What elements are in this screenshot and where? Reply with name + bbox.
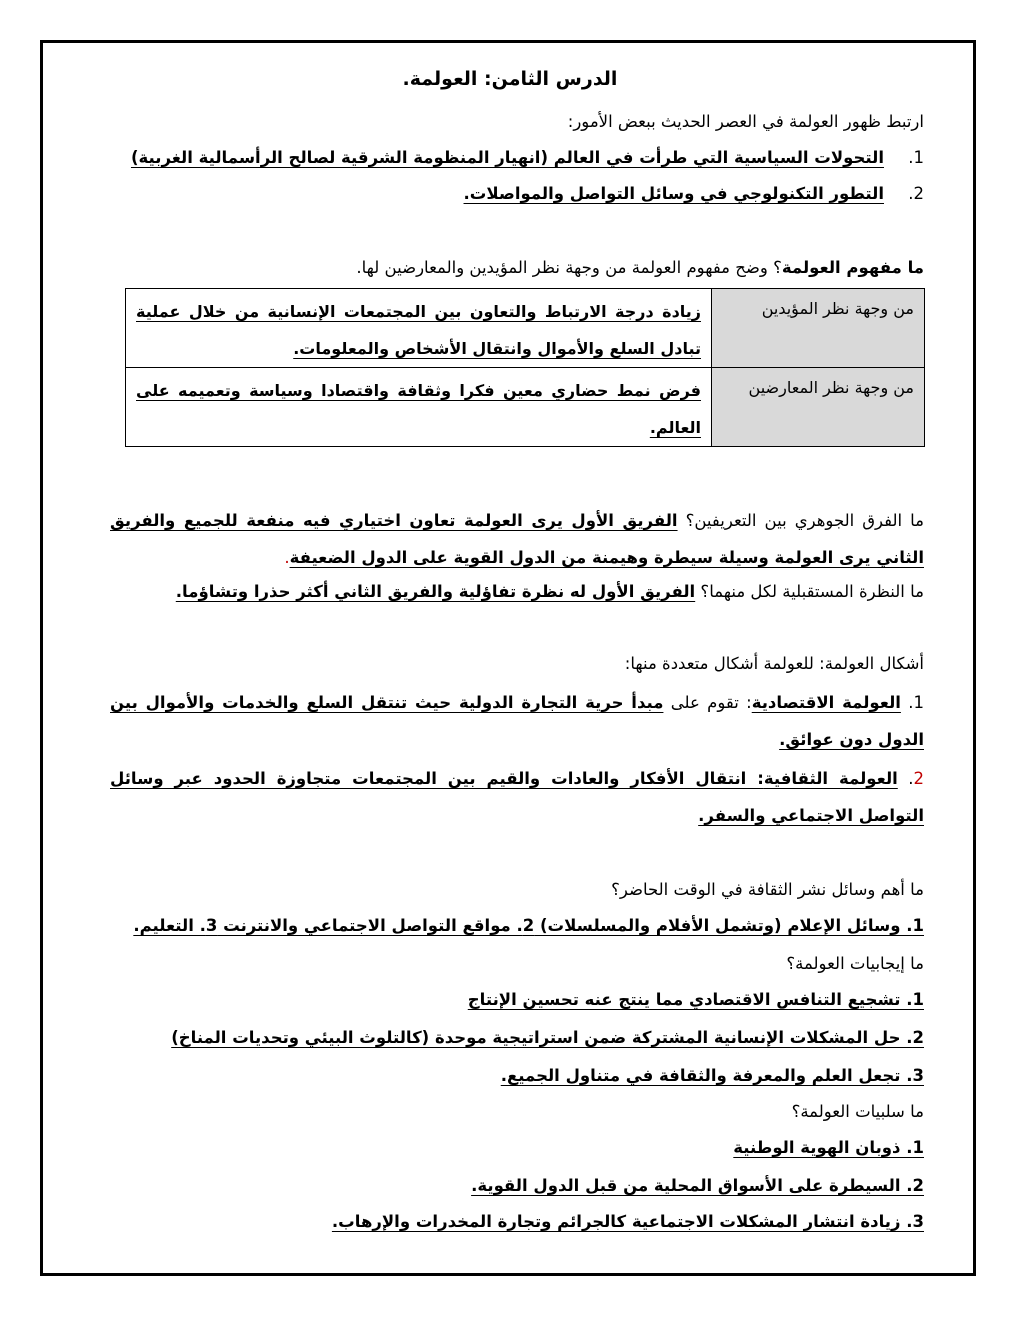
future-paragraph bbox=[176, 582, 924, 601]
means-question: ما أهم وسائل نشر الثقافة في الوقت الحاضر؟ bbox=[611, 880, 924, 899]
positive-item: 2. حل المشكلات الإنسانية المشتركة ضمن استراتيجية موحدة (كالتلوث البيئي وتحديات المناخ) bbox=[171, 1028, 924, 1047]
economic-form bbox=[110, 684, 924, 758]
economic-label: العولمة الاقتصادية bbox=[751, 693, 901, 712]
economic-mid: : تقوم على bbox=[663, 693, 752, 712]
cultural-dot: . bbox=[897, 769, 914, 788]
row-value bbox=[126, 368, 712, 447]
row-label: من وجهة نظر المعارضين bbox=[712, 368, 925, 447]
cultural-number: 2 bbox=[913, 769, 924, 788]
means-answer: 1. وسائل الإعلام (وتشمل الأفلام والمسلسلات) 2. مواقع التواصل الاجتماعي والانترنت 3. التعليم. bbox=[133, 916, 924, 935]
positive-item: 3. تجعل العلم والمعرفة والثقافة في متناول الجميع. bbox=[500, 1066, 924, 1085]
cultural-form bbox=[110, 760, 924, 834]
difference-question: ما الفرق الجوهري بين التعريفين؟ bbox=[677, 511, 925, 530]
concept-question-rest: ؟ وضح مفهوم العولمة من وجهة نظر المؤيدين والمعارضين لها. bbox=[356, 258, 782, 277]
concept-question bbox=[356, 258, 924, 277]
factor-number: 1. bbox=[908, 148, 924, 167]
factor-item bbox=[464, 184, 924, 203]
lesson-title: الدرس الثامن: العولمة. bbox=[402, 68, 618, 90]
future-question: ما النظرة المستقبلية لكل منهما؟ bbox=[695, 582, 924, 601]
future-answer: الفريق الأول له نظرة تفاؤلية والفريق الثاني أكثر حذرا وتشاؤما. bbox=[175, 582, 696, 601]
table-row bbox=[126, 289, 925, 368]
definition-table bbox=[125, 288, 925, 447]
row-value bbox=[126, 289, 712, 368]
difference-end: . bbox=[284, 548, 290, 567]
positives-question: ما إيجابيات العولمة؟ bbox=[786, 954, 924, 973]
cultural-label: العولمة الثقافية bbox=[763, 769, 898, 788]
concept-question-bold: ما مفهوم العولمة bbox=[781, 258, 924, 277]
intro-text: ارتبط ظهور العولمة في العصر الحديث ببعض الأمور: bbox=[567, 112, 924, 131]
negative-item: 2. السيطرة على الأسواق المحلية من قبل الدول القوية. bbox=[471, 1176, 924, 1195]
negative-item: 1. ذوبان الهوية الوطنية bbox=[733, 1138, 924, 1157]
negatives-question: ما سلبيات العولمة؟ bbox=[791, 1102, 924, 1121]
row-value-text: فرض نمط حضاري معين فكرا وثقافة واقتصادا وسياسة وتعميمه على العالم. bbox=[136, 381, 701, 437]
negative-item: 3. زيادة انتشار المشكلات الاجتماعية كالجرائم وتجارة المخدرات والإرهاب. bbox=[331, 1212, 924, 1231]
factor-text: التطور التكنولوجي في وسائل التواصل والمواصلات. bbox=[463, 184, 884, 203]
cultural-text: : انتقال الأفكار والعادات والقيم بين المجتمعات متجاوزة الحدود عبر وسائل التواصل الاجتماعي والسفر. bbox=[110, 769, 924, 825]
factor-item bbox=[131, 148, 924, 167]
row-label: من وجهة نظر المؤيدين bbox=[712, 289, 925, 368]
row-value-text: زيادة درجة الارتباط والتعاون بين المجتمعات الإنسانية من خلال عملية تبادل السلع والأموال وانتقال الأشخاص والمعلومات. bbox=[136, 302, 701, 358]
difference-paragraph bbox=[110, 502, 924, 576]
forms-heading: أشكال العولمة: للعولمة أشكال متعددة منها: bbox=[624, 654, 924, 673]
factor-text: التحولات السياسية التي طرأت في العالم (انهيار المنظومة الشرقية لصالح الرأسمالية الغربية) bbox=[130, 148, 884, 167]
difference-answer: الفريق الأول يرى العولمة تعاون اختياري فيه منفعة للجميع والفريق الثاني يرى العولمة وسيلة سيطرة وهيمنة من الدول القوية على الدول الضعيفة bbox=[110, 511, 924, 567]
positive-item: 1. تشجيع التنافس الاقتصادي مما ينتج عنه تحسين الإنتاج bbox=[467, 990, 924, 1009]
economic-number: 1. bbox=[900, 693, 924, 712]
factor-number: 2. bbox=[908, 184, 924, 203]
economic-text: مبدأ حرية التجارة الدولية حيث تنتقل السلع والخدمات والأموال بين الدول دون عوائق. bbox=[110, 693, 924, 749]
table-row bbox=[126, 368, 925, 447]
